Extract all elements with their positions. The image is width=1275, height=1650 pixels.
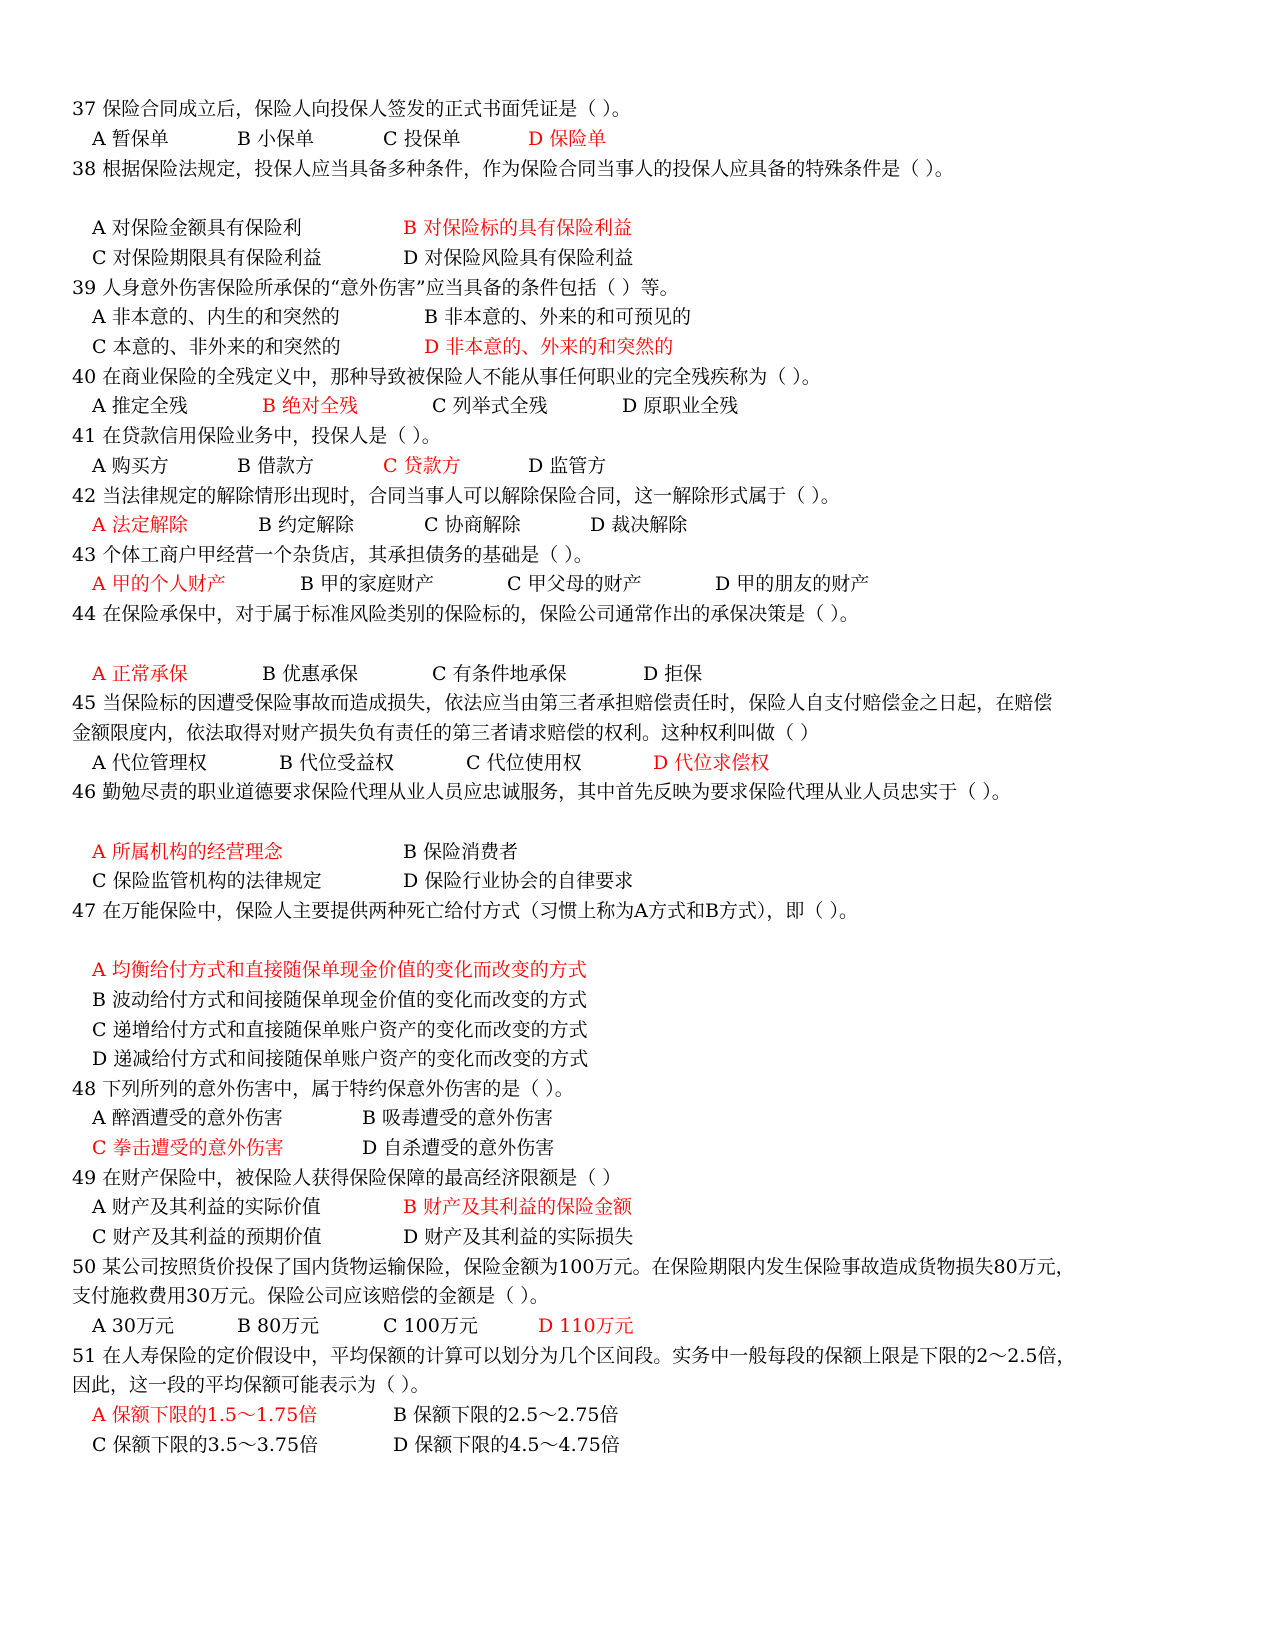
option-c: C 保险监管机构的法律规定 xyxy=(92,870,322,892)
question-43-stem: 43 个体工商户甲经营一个杂货店，其承担债务的基础是（ ）。 xyxy=(72,544,593,566)
question-41-stem: 41 在贷款信用保险业务中，投保人是（ ）。 xyxy=(72,425,441,447)
option-b-correct: B 财产及其利益的保险金额 xyxy=(403,1196,633,1218)
option-c: C 甲父母的财产 xyxy=(507,573,642,595)
option-d: D 财产及其利益的实际损失 xyxy=(403,1226,634,1248)
option-b: B 吸毒遭受的意外伤害 xyxy=(362,1107,554,1129)
option-d: D 甲的朋友的财产 xyxy=(715,573,870,595)
question-38-stem: 38 根据保险法规定，投保人应当具备多种条件，作为保险合同当事人的投保人应具备的特殊条件是（ ）。 xyxy=(72,158,954,180)
option-b: B 非本意的、外来的和可预见的 xyxy=(424,306,692,328)
option-d: D 对保险风险具有保险利益 xyxy=(403,247,634,269)
option-d-correct: D 110万元 xyxy=(538,1315,634,1337)
question-46-stem: 46 勤勉尽责的职业道德要求保险代理从业人员应忠诚服务，其中首先反映为要求保险代理从业人员忠实于（ ）。 xyxy=(72,781,1011,803)
question-37-stem: 37 保险合同成立后，保险人向投保人签发的正式书面凭证是（ ）。 xyxy=(72,98,631,120)
option-c: C 有条件地承保 xyxy=(432,663,567,685)
option-c: C 100万元 xyxy=(383,1315,478,1337)
question-51-stem-line2: 因此，这一段的平均保额可能表示为（ ）。 xyxy=(72,1374,430,1396)
option-a-correct: A 甲的个人财产 xyxy=(92,573,226,595)
option-b: B 约定解除 xyxy=(258,514,355,536)
option-d: D 自杀遭受的意外伤害 xyxy=(362,1137,555,1159)
option-a: A 财产及其利益的实际价值 xyxy=(92,1196,321,1218)
option-d-correct: D 非本意的、外来的和突然的 xyxy=(424,336,674,358)
option-b: B 借款方 xyxy=(237,455,315,477)
option-d-correct: D 代位求偿权 xyxy=(653,752,770,774)
option-b: B 小保单 xyxy=(237,128,315,150)
option-a-correct: A 所属机构的经营理念 xyxy=(92,841,283,863)
question-49-stem: 49 在财产保险中，被保险人获得保险保障的最高经济限额是（ ） xyxy=(72,1167,622,1189)
option-a-correct: A 正常承保 xyxy=(92,663,188,685)
question-47-option-c: C 递增给付方式和直接随保单账户资产的变化而改变的方式 xyxy=(92,1019,588,1041)
question-51-stem-line1: 51 在人寿保险的定价假设中，平均保额的计算可以划分为几个区间段。实务中一般每段的保额上限是下限的2～2.5倍， xyxy=(72,1345,1076,1367)
question-45-stem-line2: 金额限度内，依法取得对财产损失负有责任的第三者请求赔偿的权利。这种权利叫做（ ） xyxy=(72,722,820,744)
question-45-stem-line1: 45 当保险标的因遭受保险事故而造成损失，依法应当由第三者承担赔偿责任时，保险人自支付赔偿金之日起，在赔偿 xyxy=(72,692,1053,714)
option-a: A 非本意的、内生的和突然的 xyxy=(92,306,340,328)
option-b: B 保额下限的2.5～2.75倍 xyxy=(393,1404,619,1426)
option-c: C 列举式全残 xyxy=(432,395,548,417)
question-50-stem-line2: 支付施救费用30万元。保险公司应该赔偿的金额是（ ）。 xyxy=(72,1285,549,1307)
option-c: C 财产及其利益的预期价值 xyxy=(92,1226,322,1248)
option-a: A 暂保单 xyxy=(92,128,169,150)
option-c-correct: C 贷款方 xyxy=(383,455,461,477)
option-b-correct: B 对保险标的具有保险利益 xyxy=(403,217,633,239)
option-c-correct: C 拳击遭受的意外伤害 xyxy=(92,1137,284,1159)
option-d: D 拒保 xyxy=(643,663,703,685)
question-50-stem-line1: 50 某公司按照货价投保了国内货物运输保险，保险金额为100万元。在保险期限内发生保险事故造成货物损失80万元， xyxy=(72,1256,1075,1278)
option-c: C 协商解除 xyxy=(424,514,521,536)
option-d: D 监管方 xyxy=(528,455,607,477)
option-d: D 保险行业协会的自律要求 xyxy=(403,870,634,892)
question-47-stem: 47 在万能保险中，保险人主要提供两种死亡给付方式（习惯上称为A方式和B方式），即（ ）。 xyxy=(72,900,858,922)
question-48-stem: 48 下列所列的意外伤害中，属于特约保意外伤害的是（ ）。 xyxy=(72,1078,574,1100)
question-47-option-b: B 波动给付方式和间接随保单现金价值的变化而改变的方式 xyxy=(92,989,588,1011)
option-a: A 代位管理权 xyxy=(92,752,207,774)
option-d: D 裁决解除 xyxy=(590,514,688,536)
option-c: C 投保单 xyxy=(383,128,461,150)
question-44-stem: 44 在保险承保中，对于属于标准风险类别的保险标的，保险公司通常作出的承保决策是（ ）。 xyxy=(72,603,859,625)
option-b: B 优惠承保 xyxy=(262,663,359,685)
option-a: A 对保险金额具有保险利 xyxy=(92,217,302,239)
option-d: D 原职业全残 xyxy=(622,395,739,417)
question-39-stem: 39 人身意外伤害保险所承保的“意外伤害”应当具备的条件包括（ ）等。 xyxy=(72,277,679,299)
option-c: C 本意的、非外来的和突然的 xyxy=(92,336,341,358)
option-b-correct: B 绝对全残 xyxy=(262,395,359,417)
question-47-option-a-correct: A 均衡给付方式和直接随保单现金价值的变化而改变的方式 xyxy=(92,959,587,981)
option-b: B 甲的家庭财产 xyxy=(300,573,435,595)
option-b: B 80万元 xyxy=(237,1315,320,1337)
option-b: B 代位受益权 xyxy=(279,752,395,774)
option-a: A 30万元 xyxy=(92,1315,174,1337)
question-40-stem: 40 在商业保险的全残定义中，那种导致被保险人不能从事任何职业的完全残疾称为（ ）。 xyxy=(72,366,821,388)
option-a-correct: A 法定解除 xyxy=(92,514,188,536)
option-c: C 对保险期限具有保险利益 xyxy=(92,247,322,269)
option-a: A 推定全残 xyxy=(92,395,188,417)
option-c: C 保额下限的3.5～3.75倍 xyxy=(92,1434,319,1456)
option-c: C 代位使用权 xyxy=(466,752,582,774)
option-a: A 购买方 xyxy=(92,455,169,477)
option-d: D 保额下限的4.5～4.75倍 xyxy=(393,1434,620,1456)
question-42-stem: 42 当法律规定的解除情形出现时，合同当事人可以解除保险合同，这一解除形式属于（ ）。 xyxy=(72,485,840,507)
option-a-correct: A 保额下限的1.5～1.75倍 xyxy=(92,1404,318,1426)
option-d-correct: D 保险单 xyxy=(528,128,607,150)
question-47-option-d: D 递减给付方式和间接随保单账户资产的变化而改变的方式 xyxy=(92,1048,589,1070)
option-a: A 醉酒遭受的意外伤害 xyxy=(92,1107,283,1129)
option-b: B 保险消费者 xyxy=(403,841,519,863)
